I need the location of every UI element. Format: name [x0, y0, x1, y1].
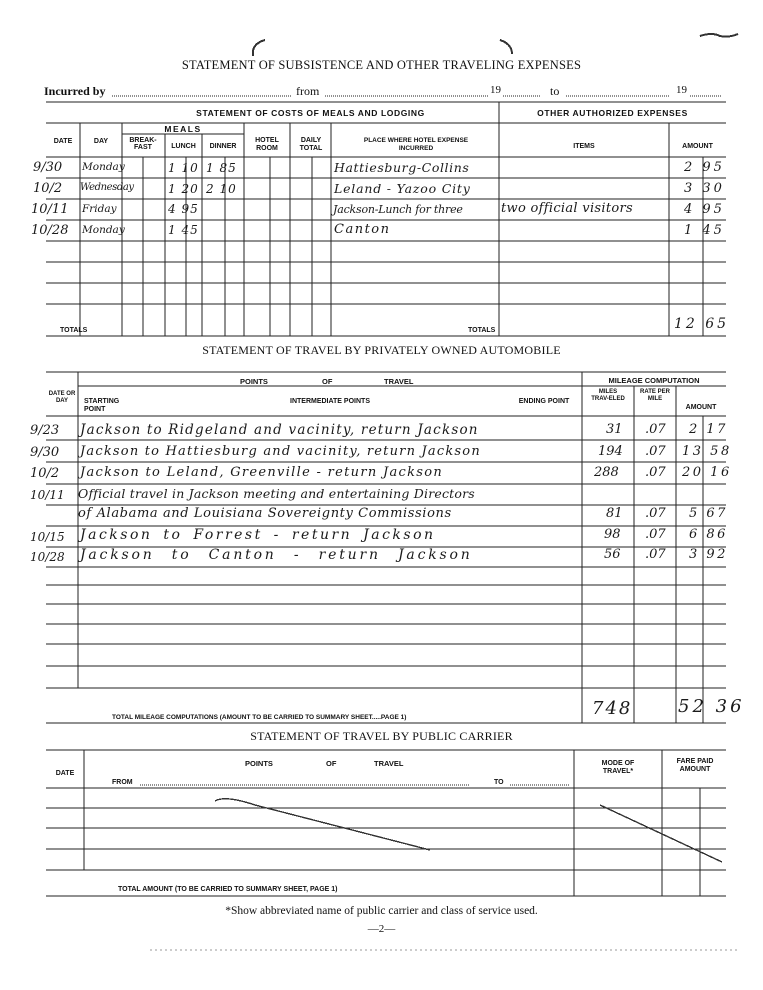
col-starting-point: STARTING POINT — [84, 398, 120, 413]
meal-amount: 3 30 — [684, 181, 725, 196]
col-breakfast: BREAK-FAST — [129, 137, 157, 151]
auto-amount: 20 16 — [682, 465, 732, 480]
col-dinner: DINNER — [209, 143, 237, 150]
auto-route: Jackson to Hattiesburg and vacinity, return Jackson — [80, 444, 481, 459]
auto-amount: 13 58 — [682, 444, 732, 459]
auto-amount: 2 17 — [689, 422, 728, 437]
incurred-by-label: Incurred by — [44, 84, 106, 98]
meals-total-amount: 12 65 — [674, 316, 730, 332]
auto-date: 10/15 — [30, 530, 65, 544]
meal-day: Friday — [82, 203, 117, 215]
auto-rate: .07 — [645, 444, 666, 459]
meal-dinner: 2 10 — [206, 182, 237, 196]
corner-scribble — [700, 34, 738, 37]
meal-date: 9/30 — [33, 160, 63, 175]
auto-miles: 194 — [598, 444, 623, 459]
other-expenses-header: OTHER AUTHORIZED EXPENSES — [537, 108, 688, 118]
carrier-col-from: FROM — [112, 779, 133, 786]
auto-rate: .07 — [645, 547, 666, 562]
col-day: DAY — [93, 138, 109, 145]
col-place: PLACE WHERE HOTEL EXPENSE INCURRED — [363, 137, 469, 152]
auto-amount: 5 67 — [689, 506, 728, 521]
auto-miles: 56 — [604, 547, 621, 562]
meal-day: Monday — [82, 161, 125, 173]
auto-route: Jackson to Canton - return Jackson — [80, 547, 473, 563]
auto-date: 9/23 — [30, 423, 60, 438]
year-label-b: 19 — [676, 84, 687, 96]
meal-place: Hattiesburg-Collins — [334, 160, 470, 175]
auto-rate: .07 — [645, 465, 666, 480]
col-intermediate-points: INTERMEDIATE POINTS — [290, 398, 370, 405]
auto-miles: 98 — [604, 527, 621, 542]
auto-route: Jackson to Leland, Greenville - return Jackson — [80, 465, 444, 480]
carrier-col-date: DATE — [55, 770, 75, 777]
meal-day: Wednesday — [80, 182, 134, 193]
auto-rate: .07 — [645, 527, 666, 542]
meal-date: 10/2 — [33, 181, 63, 196]
carrier-travel-label: TRAVEL — [374, 759, 404, 768]
auto-miles: 81 — [606, 506, 623, 521]
col-miles: MILES TRAV-ELED — [591, 389, 625, 402]
meal-place: Leland - Yazoo City — [334, 181, 471, 196]
meal-dinner: 1 85 — [206, 161, 237, 175]
totals-label-right: TOTALS — [468, 327, 496, 334]
totals-label-left: TOTALS — [60, 327, 88, 334]
meal-amount: 4 95 — [684, 202, 725, 217]
col-amount: AMOUNT — [682, 143, 713, 150]
carrier-points-label: POINTS — [245, 759, 273, 768]
travel-label: TRAVEL — [384, 377, 414, 386]
total-miles: 748 — [592, 698, 633, 719]
to-label: to — [550, 84, 560, 98]
meals-section-header: STATEMENT OF COSTS OF MEALS AND LODGING — [196, 108, 425, 118]
auto-amount: 6 86 — [689, 527, 728, 542]
auto-date: 10/2 — [30, 466, 60, 481]
col-auto-amount: AMOUNT — [685, 404, 717, 411]
punch-hole-mark-right — [500, 40, 512, 54]
carrier-col-to: TO — [494, 779, 504, 786]
col-date-or-day: DATE OR DAY — [48, 391, 76, 404]
carrier-of-label: OF — [326, 759, 337, 768]
meal-lunch: 1 45 — [168, 223, 199, 237]
auto-route: Jackson to Forrest - return Jackson — [80, 527, 436, 543]
auto-miles: 288 — [594, 465, 619, 480]
meal-lunch: 1 20 — [168, 182, 199, 196]
meal-place: Jackson-Lunch for three — [333, 203, 463, 216]
meal-place: Canton — [334, 222, 391, 237]
meal-day: Monday — [82, 224, 125, 236]
meal-date: 10/11 — [31, 202, 69, 217]
auto-miles: 31 — [606, 422, 623, 437]
auto-date: 10/28 — [30, 550, 65, 564]
footnote: *Show abbreviated name of public carrier and class of service used. — [225, 905, 538, 917]
auto-section-header: STATEMENT OF TRAVEL BY PRIVATELY OWNED AUTOMOBILE — [202, 343, 561, 357]
cancellation-stroke-right — [600, 805, 722, 862]
year-label-a: 19 — [490, 84, 501, 96]
of-label: OF — [322, 377, 333, 386]
auto-amount: 3 92 — [689, 547, 728, 562]
col-date: DATE — [53, 138, 73, 145]
col-ending-point: ENDING POINT — [518, 398, 570, 405]
carrier-col-fare: FARE PAID AMOUNT — [676, 758, 714, 773]
total-mileage-label: TOTAL MILEAGE COMPUTATIONS (AMOUNT TO BE CARRIED TO SUMMARY SHEET.....PAGE 1) — [112, 714, 407, 721]
col-hotel-room: HOTEL ROOM — [255, 137, 279, 152]
meals-col-group: MEALS — [164, 124, 202, 134]
meal-item: two official visitors — [501, 201, 633, 216]
total-mileage-amount: 52 36 — [678, 696, 745, 717]
meal-amount: 1 45 — [684, 223, 725, 238]
carrier-total-label: TOTAL AMOUNT (TO BE CARRIED TO SUMMARY SHEET, PAGE 1) — [118, 886, 338, 893]
auto-rate: .07 — [645, 422, 666, 437]
from-label: from — [296, 84, 320, 98]
auto-date: 9/30 — [30, 445, 60, 460]
auto-rate: .07 — [645, 506, 666, 521]
col-rate: RATE PER MILE — [640, 389, 670, 402]
col-daily-total: DAILY TOTAL — [299, 137, 323, 152]
cancellation-stroke-left — [215, 799, 430, 850]
meal-lunch: 4 95 — [168, 202, 199, 216]
punch-hole-mark-left — [253, 40, 265, 56]
form-title: STATEMENT OF SUBSISTENCE AND OTHER TRAVELING EXPENSES — [181, 58, 582, 72]
mileage-header: MILEAGE COMPUTATION — [608, 376, 700, 385]
meal-amount: 2 95 — [684, 160, 725, 175]
meal-date: 10/28 — [31, 223, 69, 238]
col-lunch: LUNCH — [171, 143, 196, 150]
points-label: POINTS — [240, 377, 268, 386]
auto-route: of Alabama and Louisiana Sovereignty Commissions — [78, 506, 452, 521]
carrier-col-mode: MODE OF TRAVEL* — [601, 760, 635, 775]
auto-route: Jackson to Ridgeland and vacinity, return Jackson — [80, 422, 479, 438]
meal-lunch: 1 10 — [168, 161, 199, 175]
auto-route: Official travel in Jackson meeting and entertaining Directors — [78, 486, 475, 501]
page-number: —2— — [367, 923, 396, 935]
carrier-section-header: STATEMENT OF TRAVEL BY PUBLIC CARRIER — [250, 729, 513, 743]
auto-date: 10/11 — [30, 488, 65, 502]
col-items: ITEMS — [573, 143, 595, 150]
